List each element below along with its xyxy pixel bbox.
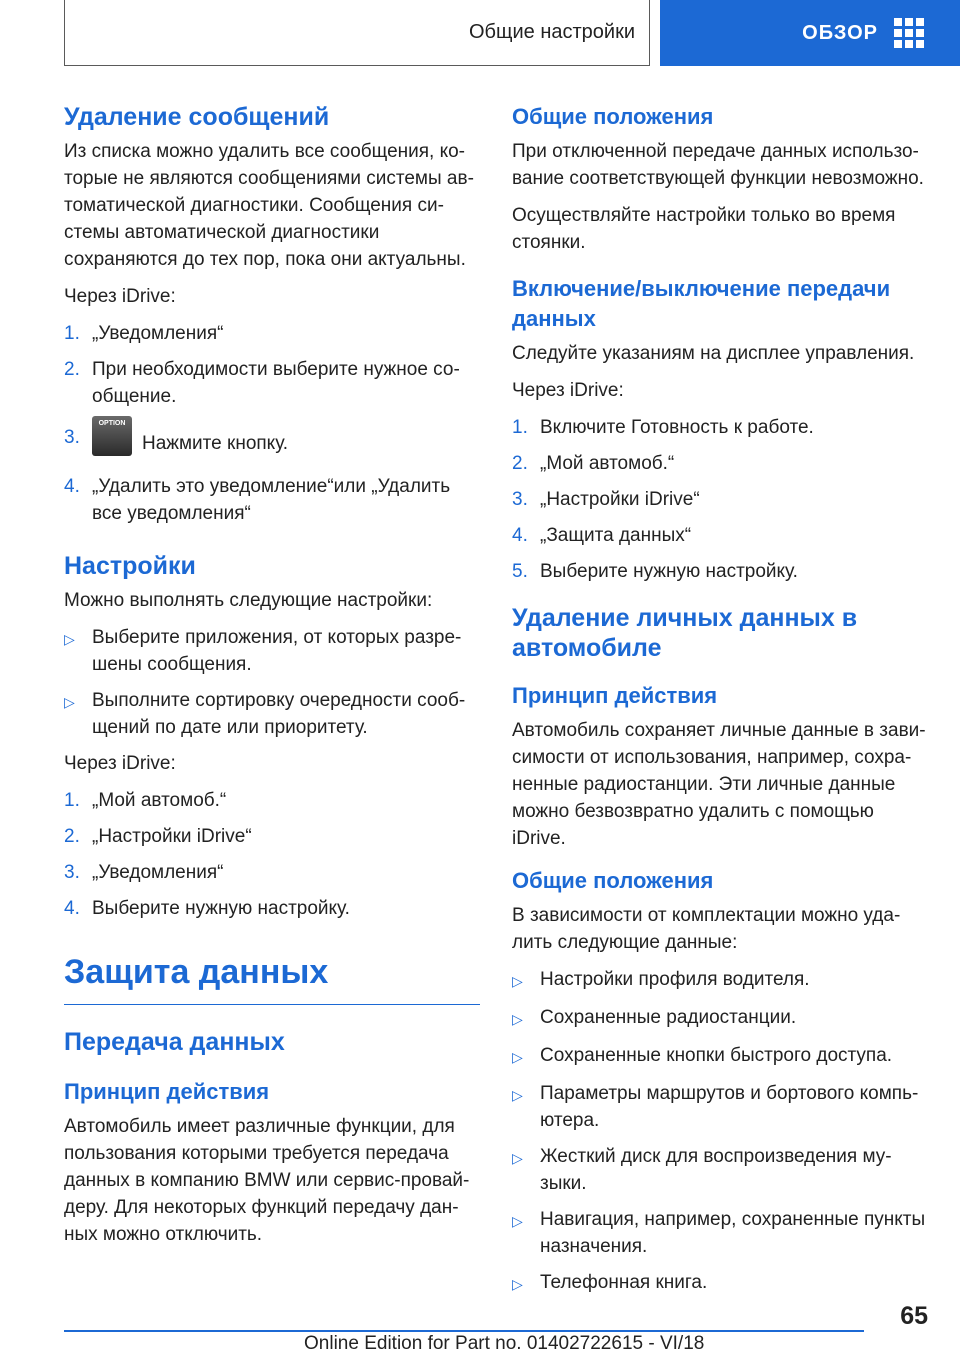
delete-messages-section bbox=[64, 102, 480, 527]
list-item: 4. Выберите нужную настройку. bbox=[64, 898, 350, 919]
list-item: 3. OPTIONНажмите кнопку. bbox=[64, 424, 480, 464]
toggle-transfer-section bbox=[512, 274, 928, 585]
via-idrive: Через iDrive: bbox=[64, 753, 176, 774]
triangle-bullet-icon: ▷ bbox=[512, 1276, 523, 1292]
list-item: ▷ Настройки профиля водителя. bbox=[512, 966, 928, 995]
triangle-bullet-icon: ▷ bbox=[64, 631, 75, 647]
triangle-bullet-icon: ▷ bbox=[512, 1011, 523, 1027]
list-item: ▷ Телефонная книга. bbox=[512, 1269, 928, 1298]
via-idrive: Через iDrive: bbox=[512, 380, 624, 401]
toggle-para: Следуйте указаниям на дисплее управления. bbox=[512, 343, 915, 364]
steps-list bbox=[64, 787, 480, 922]
triangle-bullet-icon: ▷ bbox=[512, 1213, 523, 1229]
bullet-list bbox=[512, 966, 928, 1298]
list-item: 1. Включите Готовность к работе. bbox=[512, 417, 814, 438]
list-item: 1. „Уведомления“ bbox=[64, 323, 224, 344]
settings-para: Можно выполнять следующие настройки: bbox=[64, 590, 433, 611]
page-number: 65 bbox=[900, 1302, 928, 1330]
right-column bbox=[512, 102, 928, 1316]
list-item: 4. „Защита данных“ bbox=[512, 525, 692, 546]
delete-personal-para: Автомобиль сохраняет личные данные в зави-симости от использования, например, сохра-ненные радиостанции. Эти личные данные можно безвозвратно удалить с помощью iDrive. bbox=[512, 720, 926, 849]
data-protection-title: Защита данных bbox=[64, 953, 329, 991]
data-protection-heading bbox=[64, 952, 480, 1005]
list-item: 2. „Настройки iDrive“ bbox=[64, 826, 252, 847]
general-para-1: При отключенной передаче данных использо-вание соответствующей функции невозможно. bbox=[512, 141, 924, 189]
list-item: 2. При необходимости выберите нужное со-общение. bbox=[64, 359, 460, 407]
steps-list bbox=[64, 320, 480, 527]
data-transfer-title: Передача данных bbox=[64, 1028, 285, 1056]
grid-icon bbox=[894, 18, 924, 48]
overview-tab-label: ОБЗОР bbox=[802, 21, 878, 44]
delete-personal-general-para: В зависимости от комплектации можно уда-лить следующие данные: bbox=[512, 905, 901, 953]
delete-personal-title: Удаление личных данных в автомобиле bbox=[512, 604, 858, 662]
principle-title: Принцип действия bbox=[64, 1079, 270, 1104]
overview-tab[interactable] bbox=[660, 0, 960, 66]
footer-edition: Online Edition for Part no. 01402722615 - VI/18 bbox=[304, 1333, 705, 1354]
triangle-bullet-icon: ▷ bbox=[512, 1087, 523, 1103]
settings-title: Настройки bbox=[64, 552, 196, 580]
header-section-title: Общие настройки bbox=[64, 0, 650, 66]
list-item: 5. Выберите нужную настройку. bbox=[512, 561, 798, 582]
bullet-list bbox=[64, 624, 480, 741]
triangle-bullet-icon: ▷ bbox=[512, 973, 523, 989]
option-button-icon: OPTION bbox=[92, 416, 132, 456]
triangle-bullet-icon: ▷ bbox=[512, 1049, 523, 1065]
triangle-bullet-icon: ▷ bbox=[512, 1150, 523, 1166]
list-item: ▷ Выполните сортировку очередности сооб-щений по дате или приоритету. bbox=[64, 687, 480, 741]
general-para-2: Осуществляйте настройки только во время стоянки. bbox=[512, 205, 896, 253]
list-item: ▷ Сохраненные кнопки быстрого доступа. bbox=[512, 1042, 928, 1071]
list-item: ▷ Навигация, например, сохраненные пункты назначения. bbox=[512, 1206, 928, 1260]
footer-divider bbox=[64, 1330, 864, 1332]
via-idrive: Через iDrive: bbox=[64, 286, 176, 307]
steps-list bbox=[512, 414, 928, 585]
settings-section bbox=[64, 551, 480, 922]
list-item: 4. „Удалить это уведомление“или „Удалить все уведомления“ bbox=[64, 476, 451, 524]
delete-messages-para: Из списка можно удалить все сообщения, ко-торые не являются сообщениями системы ав-томатической диагностики. Сообщения си-стемы автоматической диагностики сохраняются до тех пор, пока они актуальны. bbox=[64, 141, 474, 270]
list-item: ▷ Жесткий диск для воспроизведения му-зыки. bbox=[512, 1143, 928, 1197]
left-column bbox=[64, 102, 480, 1258]
toggle-transfer-title: Включение/выключение передачи данных bbox=[512, 276, 891, 331]
general-title: Общие положения bbox=[512, 104, 714, 129]
list-item: 1. „Мой автомоб.“ bbox=[64, 790, 227, 811]
list-item: 3. „Уведомления“ bbox=[64, 862, 224, 883]
principle-title: Принцип действия bbox=[512, 683, 718, 708]
delete-personal-section bbox=[512, 603, 928, 1298]
general-section bbox=[512, 102, 928, 256]
list-item: 2. „Мой автомоб.“ bbox=[512, 453, 675, 474]
list-item: ▷ Параметры маршрутов и бортового компь-ютера. bbox=[512, 1080, 928, 1134]
list-item: 3. „Настройки iDrive“ bbox=[512, 489, 700, 510]
list-item: ▷ Сохраненные радиостанции. bbox=[512, 1004, 928, 1033]
triangle-bullet-icon: ▷ bbox=[64, 694, 75, 710]
general-title-2: Общие положения bbox=[512, 868, 714, 893]
data-protection-para: Автомобиль имеет различные функции, для пользования которыми требуется передача данных в компанию BMW или сервис-провай-деру. Для некоторых функций передачу дан-ных можно отключить. bbox=[64, 1116, 470, 1245]
list-item: ▷ Выберите приложения, от которых разре-шены сообщения. bbox=[64, 624, 480, 678]
delete-messages-title: Удаление сообщений bbox=[64, 103, 330, 131]
